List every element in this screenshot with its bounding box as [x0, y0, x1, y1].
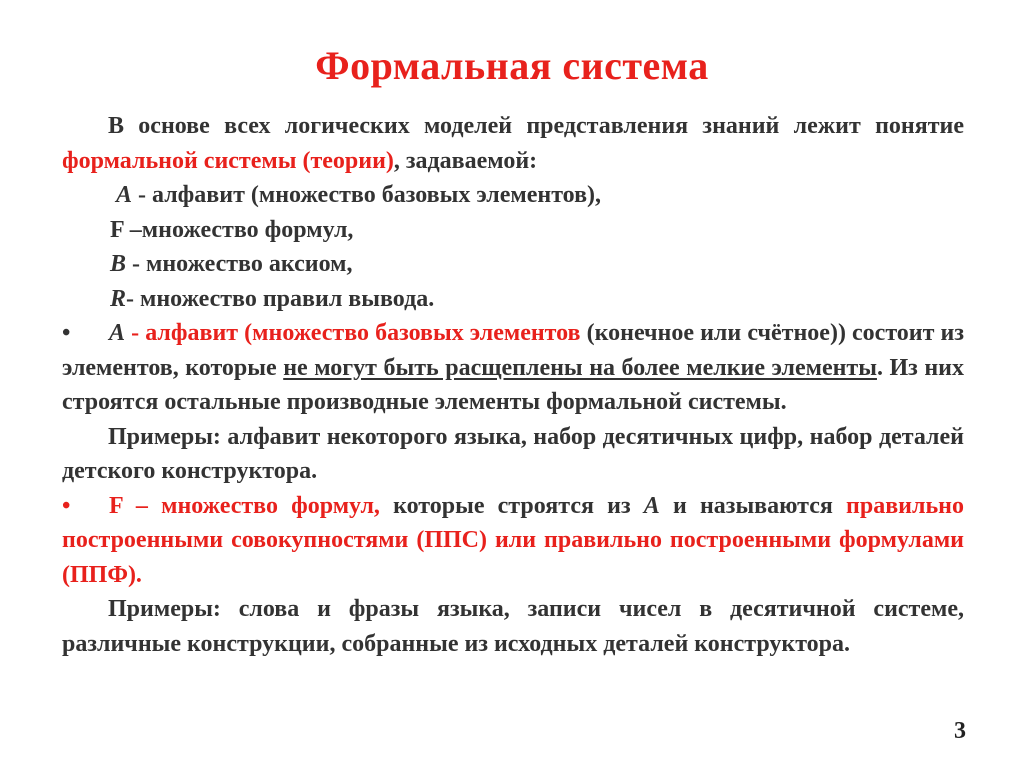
definition-symbol: F — [110, 216, 124, 243]
definition-b — [62, 247, 964, 282]
page-number: 3 — [954, 718, 966, 744]
slide-title: Формальная система — [315, 43, 709, 88]
examples-alphabet: Примеры: алфавит некоторого языка, набор десятичных цифр, набор деталей детского конструктора. — [62, 423, 964, 484]
alphabet-highlight: - алфавит (множество базовых элементов — [125, 320, 581, 346]
formulas-text-2: и называются — [659, 492, 847, 519]
definition-f — [62, 213, 964, 248]
bullet-marker: • — [62, 492, 71, 519]
definition-text: –множество формул, — [123, 216, 354, 243]
bullet-alphabet — [62, 316, 964, 420]
definition-text: - множество аксиом, — [126, 251, 353, 277]
intro-paragraph — [62, 109, 964, 178]
formulas-symbol: A — [643, 492, 660, 519]
alphabet-text-1: (конечное или счётное)) состоит из элементов, которые — [62, 320, 964, 381]
definition-r — [62, 282, 964, 317]
definition-text: - множество правил вывода. — [126, 285, 435, 312]
definition-text: - алфавит (множество базовых элементов), — [132, 182, 602, 208]
definition-symbol: R — [110, 285, 127, 312]
slide-body — [62, 109, 964, 661]
bullet-marker: • — [62, 320, 71, 346]
formulas-highlight: F – множество формул, — [109, 492, 380, 519]
definition-a — [62, 178, 964, 213]
intro-text-1: В основе всех логических моделей представления знаний лежит понятие — [108, 113, 964, 139]
alphabet-text-2: . Из них строятся остальные производные элементы формальной системы. — [62, 354, 965, 415]
intro-highlight: формальной системы (теории) — [62, 147, 394, 174]
examples-formulas: Примеры: слова и фразы языка, записи чисел в десятичной системе, различные конструкции, собранные из исходных деталей конструктора. — [62, 596, 964, 657]
formulas-highlight-2: правильно построенными совокупностями (ППС) или правильно построенными формулами (ППФ). — [62, 492, 964, 588]
definition-symbol: A — [116, 182, 133, 208]
alphabet-symbol: A — [109, 320, 126, 346]
formulas-text-1: которые строятся из — [379, 492, 644, 519]
definition-symbol: B — [110, 251, 127, 277]
intro-text-2: , задаваемой: — [393, 147, 538, 174]
alphabet-underlined: не могут быть расщеплены на более мелкие элементы — [283, 354, 877, 381]
bullet-formulas — [62, 489, 964, 593]
